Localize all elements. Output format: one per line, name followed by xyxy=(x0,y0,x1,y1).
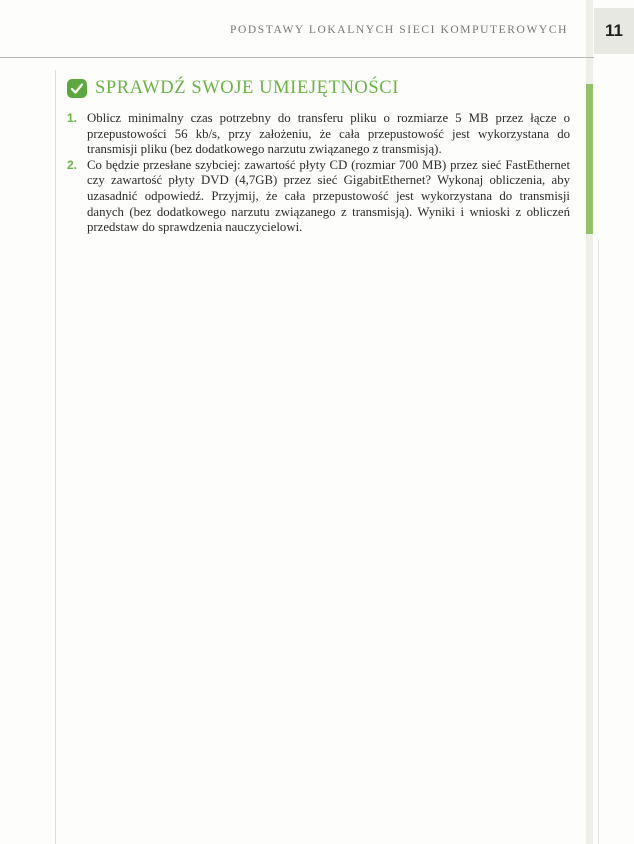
task-number: 1. xyxy=(67,111,78,125)
header-rule xyxy=(0,57,594,58)
task-item xyxy=(67,158,570,236)
right-edge-line xyxy=(598,240,599,844)
skills-check-section xyxy=(67,78,570,236)
check-pencil-icon xyxy=(67,79,87,98)
task-text: Oblicz minimalny czas potrzebny do transferu pliku o rozmiarze 5 MB przez łącze o przepustowości 56 kb/s, przy założeniu, że cała przepustowość jest wykorzystana do transmisji pliku (bez dodatkowego narzutu związanego z transmisją). xyxy=(87,111,570,157)
task-number: 2. xyxy=(67,157,78,172)
running-header-title: PODSTAWY LOKALNYCH SIECI KOMPUTEROWYCH xyxy=(229,24,568,36)
task-item xyxy=(67,111,570,158)
task-text: Co będzie przesłane szybciej: zawartość płyty CD (rozmiar 700 MB) przez sieć FastEthernet czy zawartość płyty DVD (4,7GB) przez sieć GigabitEthernet? Wykonaj obliczenia, aby uzasadnić odpowiedź. Przyjmij, że cała przepustowość jest wykorzystana do transmisji danych (bez dodatkowego narzutu związanego z transmisją). Wyniki i wnioski z obliczeń przedstaw do sprawdzenia nauczycielowi. xyxy=(87,157,570,235)
left-margin-line xyxy=(55,70,56,844)
section-accent-bar xyxy=(586,84,593,234)
page-number: 11 xyxy=(594,8,634,54)
section-title: SPRAWDŹ SWOJE UMIEJĘTNOŚCI xyxy=(95,78,399,98)
task-list xyxy=(67,111,570,236)
section-header xyxy=(67,78,570,99)
